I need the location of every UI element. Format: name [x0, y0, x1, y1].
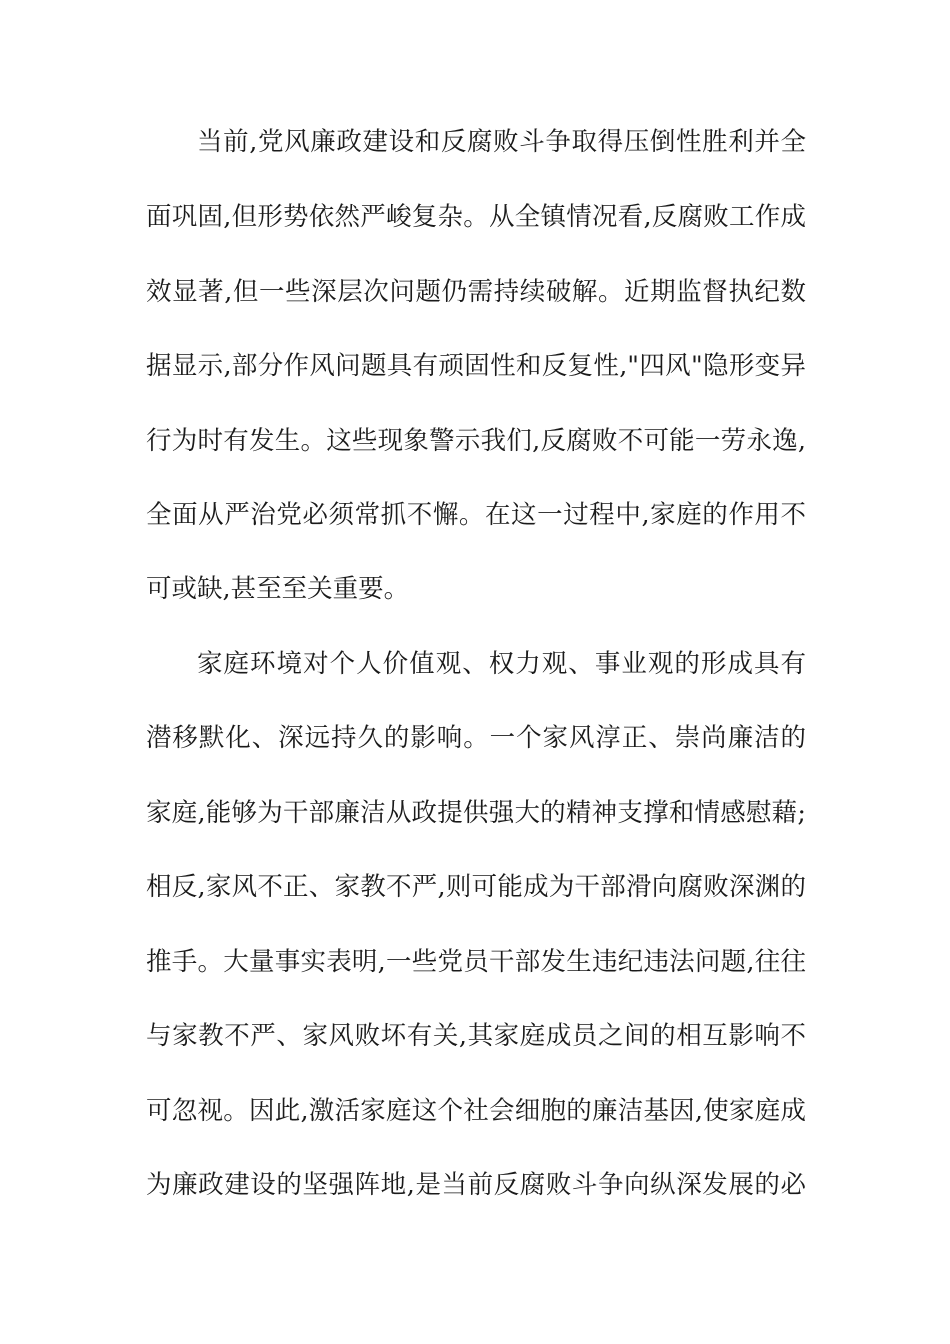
paragraph-line: 全面从严治党必须常抓不懈。在这一过程中,家庭的作用不	[146, 500, 806, 530]
paragraph-line: 与家教不严、家风败坏有关,其家庭成员之间的相互影响不	[146, 1021, 806, 1051]
paragraph-line: 据显示,部分作风问题具有顽固性和反复性,"四风"隐形变异	[146, 351, 806, 381]
paragraph-line: 当前,党风廉政建设和反腐败斗争取得压倒性胜利并全	[197, 127, 806, 157]
paragraph-line: 可或缺,甚至至关重要。	[146, 574, 410, 604]
paragraph-line: 潜移默化、深远持久的影响。一个家风淳正、崇尚廉洁的	[146, 723, 806, 753]
paragraph-line: 可忽视。因此,激活家庭这个社会细胞的廉洁基因,使家庭成	[146, 1096, 806, 1126]
paragraph-line: 家庭,能够为干部廉洁从政提供强大的精神支撑和情感慰藉;	[146, 798, 806, 828]
paragraph-line: 推手。大量事实表明,一些党员干部发生违纪违法问题,往往	[146, 947, 806, 977]
paragraph-line: 家庭环境对个人价值观、权力观、事业观的形成具有	[197, 649, 806, 679]
paragraph-line: 效显著,但一些深层次问题仍需持续破解。近期监督执纪数	[146, 277, 806, 307]
paragraph-line: 相反,家风不正、家教不严,则可能成为干部滑向腐败深渊的	[146, 872, 806, 902]
paragraph-line: 行为时有发生。这些现象警示我们,反腐败不可能一劳永逸,	[146, 426, 806, 456]
paragraph-line: 为廉政建设的坚强阵地,是当前反腐败斗争向纵深发展的必	[146, 1170, 806, 1200]
paragraph-line: 面巩固,但形势依然严峻复杂。从全镇情况看,反腐败工作成	[146, 202, 806, 232]
